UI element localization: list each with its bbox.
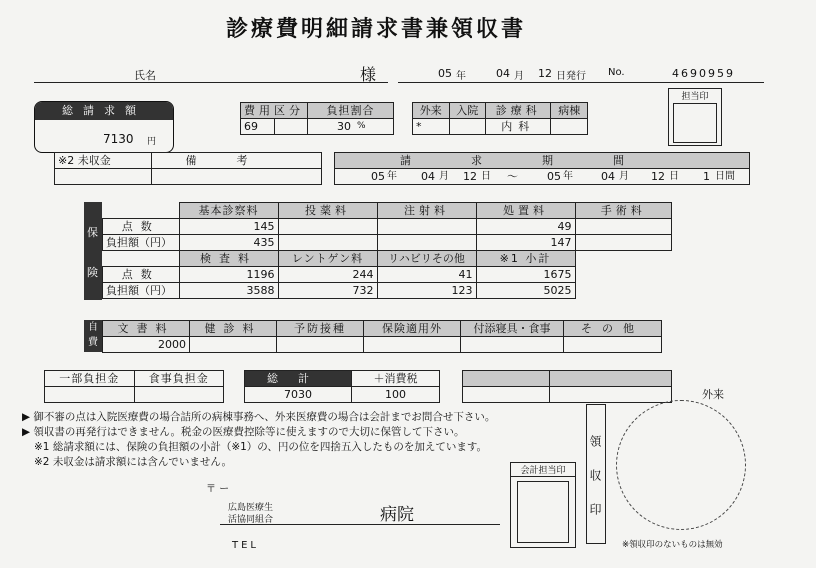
receipt-stamp-circle	[616, 400, 746, 530]
issue-day-unit: 日発行	[556, 71, 586, 82]
accounting-stamp-inner	[517, 481, 569, 543]
vaccination-value	[277, 337, 364, 353]
other-header: その他	[564, 321, 662, 337]
total-claim-value: 7130	[103, 132, 134, 146]
postal-label: 〒 ー	[206, 484, 230, 495]
period-end-day: 12	[651, 170, 665, 183]
insurance-table	[102, 202, 672, 299]
row2-points-subtotal: 1675	[476, 267, 575, 283]
outpatient-label: 外来	[702, 388, 724, 401]
period-end-year-unit: 年	[563, 171, 573, 182]
unpaid-value	[55, 169, 152, 185]
blank-amount-table	[462, 370, 672, 403]
period-end-day-unit: 日	[669, 171, 679, 182]
tanto-label: 担当印	[681, 92, 709, 102]
blank-value-1	[463, 387, 550, 403]
stamp-invalid-note: ※領収印のないものは無効	[622, 540, 723, 550]
blank-header-1	[463, 371, 550, 387]
row1-points-medication	[278, 219, 377, 235]
period-start-day-unit: 日	[481, 171, 491, 182]
period-start-year-unit: 年	[387, 171, 397, 182]
grand-total-label: 総計	[245, 371, 352, 387]
remarks-value	[152, 169, 322, 185]
exam-header: 検査料	[179, 251, 278, 267]
basic-exam-header: 基本診察料	[179, 203, 278, 219]
period-tilde: ～	[507, 170, 518, 183]
row1-burden-label: 負担額（円）	[103, 235, 180, 251]
checkup-fee-header: 健診料	[190, 321, 277, 337]
row2-burden-rehab: 123	[377, 283, 476, 299]
department-header: 診療科	[486, 103, 551, 119]
cost-category-table	[240, 102, 394, 135]
row1-burden-treatment: 147	[476, 235, 575, 251]
inpatient-value	[449, 119, 486, 135]
row1-points-basic: 145	[179, 219, 278, 235]
document-title: 診療費明細請求書兼領収書	[226, 17, 527, 42]
total-claim-unit: 円	[147, 137, 157, 147]
subtotal-header: ※1 小計	[476, 251, 575, 267]
document-fee-header: 文書料	[103, 321, 190, 337]
receipt-stamp-label: 領収印	[586, 404, 606, 544]
row1-points-surgery	[575, 219, 672, 235]
insurance-side-band	[84, 202, 102, 300]
rehab-header: リハビリその他	[377, 251, 476, 267]
remarks-table	[54, 152, 322, 185]
cost-category-header: 費用区分	[241, 103, 308, 119]
issue-month-unit: 月	[514, 71, 524, 82]
tax-label: ＋消費税	[352, 371, 440, 387]
row2-points-rehab: 41	[377, 267, 476, 283]
meal-burden-header: 食事負担金	[134, 371, 224, 387]
partial-burden-header: 一部負担金	[45, 371, 135, 387]
vaccination-header: 予防接種	[277, 321, 364, 337]
total-claim-box	[34, 101, 174, 153]
meal-burden-value	[134, 387, 224, 403]
billing-period-table	[334, 152, 750, 185]
period-end-month-unit: 月	[619, 171, 629, 182]
row1-burden-injection	[377, 235, 476, 251]
accounting-stamp-label: 会計担当印	[511, 463, 575, 477]
row1-points-label: 点数	[103, 219, 180, 235]
department-value: 内科	[486, 119, 551, 135]
tel-label: TEL	[232, 540, 259, 551]
xray-header: レントゲン料	[278, 251, 377, 267]
treatment-header: 処置料	[476, 203, 575, 219]
unpaid-label: ※2 未収金	[55, 153, 152, 169]
total-claim-label: 総請求額	[35, 102, 173, 120]
cost-category-value: 69	[241, 119, 275, 135]
sama-label: 様	[360, 65, 377, 84]
injection-header: 注射料	[377, 203, 476, 219]
partial-burden-table	[44, 370, 224, 403]
document-fee-value: 2000	[103, 337, 190, 353]
insurance-row1-corner	[103, 203, 180, 219]
issue-date	[398, 66, 764, 83]
self-pay-table	[102, 320, 662, 353]
row2-points-label: 点数	[103, 267, 180, 283]
self-pay-side-band	[84, 320, 102, 352]
row1-points-treatment: 49	[476, 219, 575, 235]
row2-burden-subtotal: 5025	[476, 283, 575, 299]
visit-table	[412, 102, 588, 135]
row2-burden-xray: 732	[278, 283, 377, 299]
accounting-stamp-box	[510, 462, 576, 548]
outpatient-value: *	[413, 119, 450, 135]
note-line-2: ▶ 領収書の再発行はできません。税金の医療費控除等に使えますので大切に保管して下さい。	[22, 426, 465, 438]
hospital-underline	[220, 524, 500, 525]
cost-category-blank	[274, 119, 308, 135]
grand-total-table	[244, 370, 440, 403]
number-value: 4690959	[672, 67, 735, 80]
note-line-4: ※2 未収金は請求額には含んでいません。	[34, 456, 232, 468]
partial-burden-value	[45, 387, 135, 403]
surgery-header: 手術料	[575, 203, 672, 219]
checkup-fee-value	[190, 337, 277, 353]
row2-burden-exam: 3588	[179, 283, 278, 299]
period-start-year: 05	[371, 170, 385, 183]
bedding-meal-value	[461, 337, 564, 353]
blank-header-2	[550, 371, 672, 387]
non-insured-value	[364, 337, 461, 353]
insurance-row2-empty	[575, 251, 672, 267]
ward-value	[551, 119, 588, 135]
row1-burden-basic: 435	[179, 235, 278, 251]
billing-period-label: 請求期間	[335, 153, 750, 169]
note-line-1: ▶ 御不審の点は入院医療費の場合詰所の病棟事務へ、外来医療費の場合は会計までお問合せ下さい。	[22, 411, 496, 423]
issue-month: 04	[496, 67, 510, 80]
inpatient-header: 入院	[449, 103, 486, 119]
billing-period-range	[335, 169, 750, 185]
other-value	[564, 337, 662, 353]
insurance-side-label-2: 険	[87, 266, 98, 279]
tanto-inner-box	[673, 103, 717, 143]
note-line-3: ※1 総請求額には、保険の負担額の小計（※1）の、円の位を四捨五入したものを加えています。	[34, 441, 488, 453]
burden-ratio-unit: %	[354, 119, 394, 135]
blank-value-2	[550, 387, 672, 403]
row2-points-exam: 1196	[179, 267, 278, 283]
burden-ratio-header: 負担割合	[308, 103, 394, 119]
hospital-name: 病院	[380, 505, 414, 525]
insurance-side-label-1: 保	[87, 226, 98, 239]
period-end-year: 05	[547, 170, 561, 183]
non-insured-header: 保険適用外	[364, 321, 461, 337]
period-days: 1	[703, 170, 710, 183]
row1-points-injection	[377, 219, 476, 235]
bedding-meal-header: 付添寝具・食事	[461, 321, 564, 337]
hospital-org-line-1: 広島医療生	[228, 503, 274, 513]
row1-burden-surgery	[575, 235, 672, 251]
name-line	[34, 66, 388, 83]
grand-total-value: 7030	[245, 387, 352, 403]
outpatient-header: 外来	[413, 103, 450, 119]
ward-header: 病棟	[551, 103, 588, 119]
self-pay-side-label-2: 費	[88, 337, 98, 348]
notes-block	[22, 410, 495, 470]
hospital-org-line-2: 活協同組合	[228, 515, 274, 525]
period-days-unit: 日間	[715, 171, 735, 182]
name-label: 氏名	[134, 69, 156, 82]
row2-burden-label: 負担額（円）	[103, 283, 180, 299]
number-label: No.	[608, 67, 625, 78]
period-start-month: 04	[421, 170, 435, 183]
burden-ratio-value: 30	[308, 119, 355, 135]
row2-points-xray: 244	[278, 267, 377, 283]
issue-year-unit: 年	[456, 71, 466, 82]
row1-burden-medication	[278, 235, 377, 251]
period-end-month: 04	[601, 170, 615, 183]
tanto-stamp-box	[668, 88, 722, 146]
issue-year: 05	[438, 67, 452, 80]
insurance-row2-corner	[103, 251, 180, 267]
remarks-label: 備考	[152, 153, 322, 169]
period-start-month-unit: 月	[439, 171, 449, 182]
period-start-day: 12	[463, 170, 477, 183]
tax-value: 100	[352, 387, 440, 403]
issue-day: 12	[538, 67, 552, 80]
medication-header: 投薬料	[278, 203, 377, 219]
self-pay-side-label-1: 自	[88, 322, 98, 333]
